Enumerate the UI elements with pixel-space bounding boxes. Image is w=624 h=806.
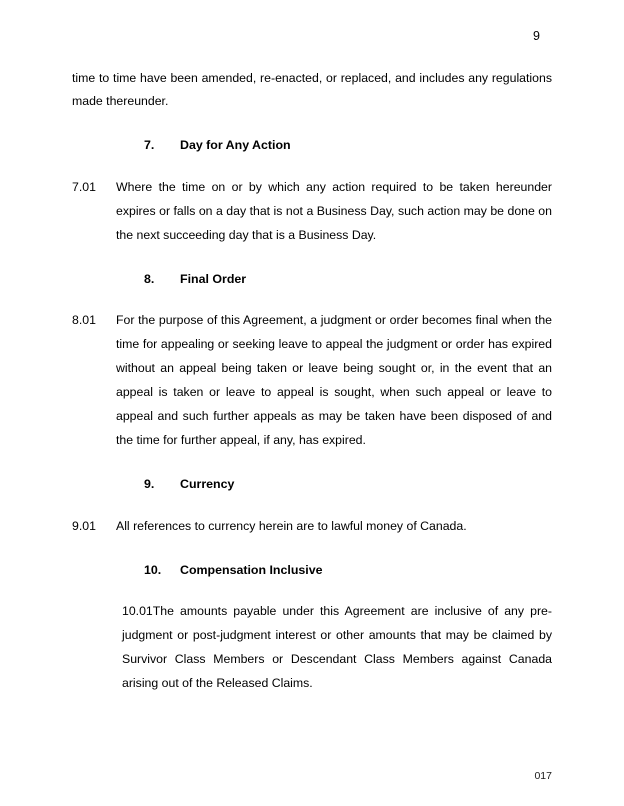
section-heading-9	[72, 473, 552, 497]
section-heading-7	[72, 134, 552, 158]
clause-text-10-01: The amounts payable under this Agreement are inclusive of any pre-judgment or post-judgment interest or other amounts that may be claimed by Survivor Class Members or Descendant Class Members against Canada arising out of the Released Claims.	[122, 604, 552, 691]
clause-number-7-01: 7.01	[72, 180, 96, 194]
spacer	[72, 582, 552, 600]
section-number-7: 7.	[144, 138, 155, 153]
clause-number-9-01: 9.01	[72, 518, 96, 533]
spacer	[72, 248, 552, 268]
section-title-8: Final Order	[180, 271, 247, 286]
section-number-8: 8.	[144, 271, 155, 286]
spacer	[72, 158, 552, 176]
intro-paragraph: time to time have been amended, re-enacted, or replaced, and includes any regulations made thereunder.	[72, 70, 552, 109]
clause-text-7-01: Where the time on or by which any action required to be taken hereunder expires or falls on a day that is not a Business Day, such action may be done on the next succeeding day that is a Business Day.	[116, 180, 552, 242]
clause-text-8-01: For the purpose of this Agreement, a judgment or order becomes final when the time for appealing or seeking leave to appeal the judgment or order has expired without an appeal being taken or leave being sought or, in the event that an appeal is taken or leave to appeal is sought, when such appeal or leave to appeal and such further appeals as may be taken have been disposed of and the time for further appeal, if any, has expired.	[116, 313, 552, 448]
footer-page-stamp: 017	[534, 770, 552, 782]
clause-number-10-01: 10.01	[122, 604, 153, 619]
clause-text-9-01: All references to currency herein are to lawful money of Canada.	[116, 518, 467, 533]
section-title-7: Day for Any Action	[180, 138, 291, 153]
section-heading-10	[72, 559, 552, 583]
section-number-10: 10.	[144, 562, 162, 577]
section-title-10: Compensation Inclusive	[180, 562, 323, 577]
clause-number-8-01: 8.01	[72, 313, 96, 328]
clause-7-01	[72, 176, 552, 248]
spacer	[72, 497, 552, 515]
spacer	[72, 453, 552, 473]
spacer	[72, 114, 552, 134]
section-number-9: 9.	[144, 477, 155, 492]
clause-10-01	[72, 600, 552, 696]
section-title-9: Currency	[180, 477, 235, 492]
page-number-top: 9	[533, 29, 540, 43]
spacer	[72, 539, 552, 559]
clause-8-01	[72, 309, 552, 453]
clause-9-01	[72, 515, 552, 539]
section-heading-8	[72, 268, 552, 292]
spacer	[72, 291, 552, 309]
